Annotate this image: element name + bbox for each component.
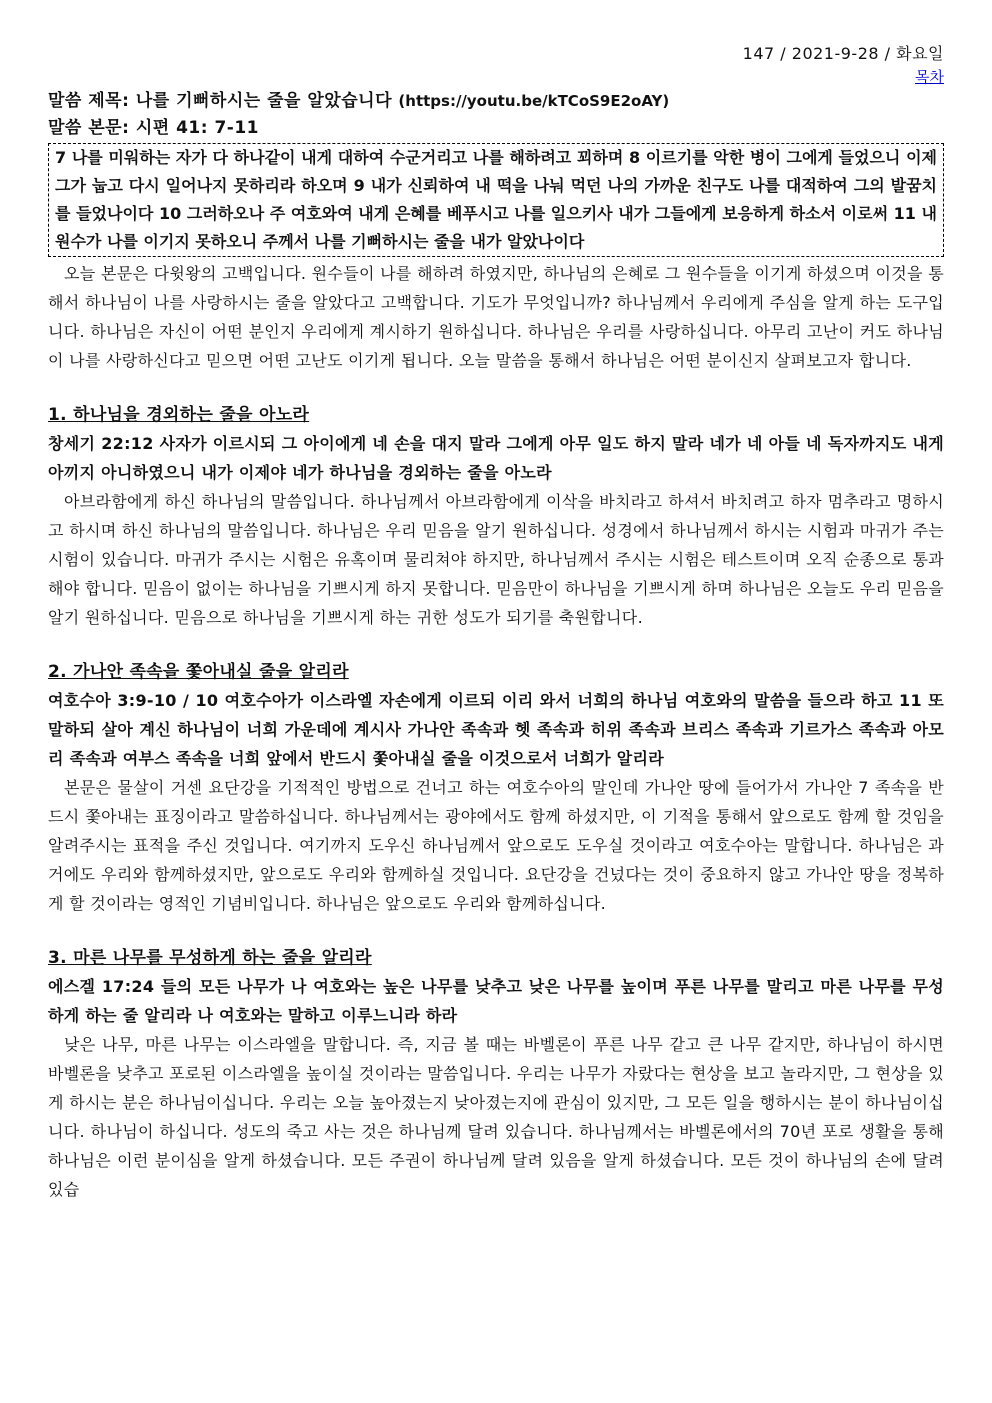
section-2-body: 본문은 물살이 거센 요단강을 기적적인 방법으로 건너고 하는 여호수아의 말인데 가나안 땅에 들어가서 가나안 7 족속을 반드시 쫓아내는 표징이라고 말씀하십니다. 하나님께서는 광야에서도 함께 하셨지만, 이 기적을 통해서 앞으로도 함께 할 것임을 알려주시는 표적을 주신 것입니다. 여기까지 도우신 하나님께서 앞으로도 도우실 것이라고 여호수아는 말합니다. 하나님은 과거에도 우리와 함께하셨지만, 앞으로도 우리와 함께하실 것입니다. 요단강을 건넜다는 것이 중요하지 않고 가나안 땅을 정복하게 할 것이라는 영적인 기념비입니다. 하나님은 앞으로도 우리와 함께하십니다.: [48, 778, 944, 913]
section-3-body: 낮은 나무, 마른 나무는 이스라엘을 말합니다. 즉, 지금 볼 때는 바벨론이 푸른 나무 같고 큰 나무 같지만, 하나님이 하시면 바벨론을 낮추고 포로된 이스라엘을 높이실 것이라는 말씀입니다. 우리는 나무가 자랐다는 현상을 보고 놀라지만, 그 현상을 있게 하시는 분은 하나님이십니다. 우리는 오늘 높아졌는지 낮아졌는지에 관심이 있지만, 그 모든 일을 행하시는 분이 하나님이십니다. 하나님이 하십니다. 성도의 죽고 사는 것은 하나님께 달려 있습니다. 하나님께서는 바벨론에서의 70년 포로 생활을 통해 하나님은 이런 분이심을 알게 하셨습니다. 모든 주권이 하나님께 달려 있음을 알게 하셨습니다. 모든 것이 하나님의 손에 달려 있습: [48, 1035, 944, 1199]
scripture-box: 7 나를 미워하는 자가 다 하나같이 내게 대하여 수군거리고 나를 해하려고 꾀하며 8 이르기를 악한 병이 그에게 들었으니 이제 그가 눕고 다시 일어나지 못하리라 하오며 9 내가 신뢰하여 내 떡을 나눠 먹던 나의 가까운 친구도 나를 대적하여 그의 발꿈치를 들었나이다 10 그러하오나 주 여호와여 내게 은혜를 베푸시고 나를 일으키사 내가 그들에게 보응하게 하소서 이로써 11 내 원수가 나를 이기지 못하오니 주께서 나를 기뻐하시는 줄을 내가 알았나이다: [48, 143, 944, 257]
sermon-title-label: 말씀 제목: 나를 기뻐하시는 줄을 알았습니다: [48, 91, 399, 111]
section-1-verse: 창세기 22:12 사자가 이르시되 그 아이에게 네 손을 대지 말라 그에게 아무 일도 하지 말라 네가 네 아들 네 독자까지도 내게 아끼지 아니하였으니 내가 이제야 네가 하나님을 경외하는 줄을 아노라: [48, 434, 944, 482]
toc-link[interactable]: 목차: [915, 68, 944, 86]
section-1-title: 1. 하나님을 경외하는 줄을 아노라: [48, 405, 310, 425]
section-1-body: 아브라함에게 하신 하나님의 말씀입니다. 하나님께서 아브라함에게 이삭을 바치라고 하셔서 바치려고 하자 멈추라고 명하시고 하시며 하신 하나님의 말씀입니다. 하나님은 우리 믿음을 알기 원하십니다. 성경에서 하나님께서 하시는 시험과 마귀가 주는 시험이 있습니다. 마귀가 주시는 시험은 유혹이며 물리쳐야 하지만, 하나님께서 주시는 시험은 테스트이며 오직 순종으로 통과해야 합니다. 믿음이 없이는 하나님을 기쁘시게 하지 못합니다. 믿음만이 하나님을 기쁘시게 하며 하나님은 오늘도 우리 믿음을 알기 원하십니다. 믿음으로 하나님을 기쁘시게 하는 귀한 성도가 되기를 축원합니다.: [48, 492, 944, 627]
page-info: 147 / 2021-9-28 / 화요일: [742, 44, 944, 63]
intro-paragraph: 오늘 본문은 다윗왕의 고백입니다. 원수들이 나를 해하려 하였지만, 하나님의 은혜로 그 원수들을 이기게 하셨으며 이것을 통해서 하나님이 나를 사랑하시는 줄을 알았다고 고백합니다. 기도가 무엇입니까? 하나님께서 우리에게 주심을 알게 하는 도구입니다. 하나님은 자신이 어떤 분인지 우리에게 계시하기 원하십니다. 하나님은 우리를 사랑하십니다. 아무리 고난이 커도 하나님이 나를 사랑하신다고 믿으면 어떤 고난도 이기게 됩니다. 오늘 말씀을 통해서 하나님은 어떤 분이신지 살펴보고자 합니다.: [48, 264, 944, 370]
sermon-text-label: 말씀 본문: 시편 41: 7-11: [48, 118, 260, 138]
section-3-verse: 에스겔 17:24 들의 모든 나무가 나 여호와는 높은 나무를 낮추고 낮은 나무를 높이며 푸른 나무를 말리고 마른 나무를 무성하게 하는 줄 알리라 나 여호와는 말하고 이루느니라 하라: [48, 977, 944, 1025]
section-2-title: 2. 가나안 족속을 쫓아내실 줄을 알리라: [48, 662, 349, 682]
sermon-title: [48, 88, 944, 114]
toc-link-wrapper: [48, 66, 944, 88]
section-2-verse: 여호수아 3:9-10 / 10 여호수아가 이스라엘 자손에게 이르되 이리 와서 너희의 하나님 여호와의 말씀을 들으라 하고 11 또 말하되 살아 계신 하나님이 너희 가운데에 계시사 가나안 족속과 헷 족속과 히위 족속과 브리스 족속과 기르가스 족속과 아모리 족속과 여부스 족속을 너희 앞에서 반드시 쫓아내실 줄을 이것으로서 너희가 알리라: [48, 691, 944, 768]
section-3-title: 3. 마른 나무를 무성하게 하는 줄을 알리라: [48, 948, 372, 968]
sermon-url: (https://youtu.be/kTCoS9E2oAY): [398, 92, 670, 110]
